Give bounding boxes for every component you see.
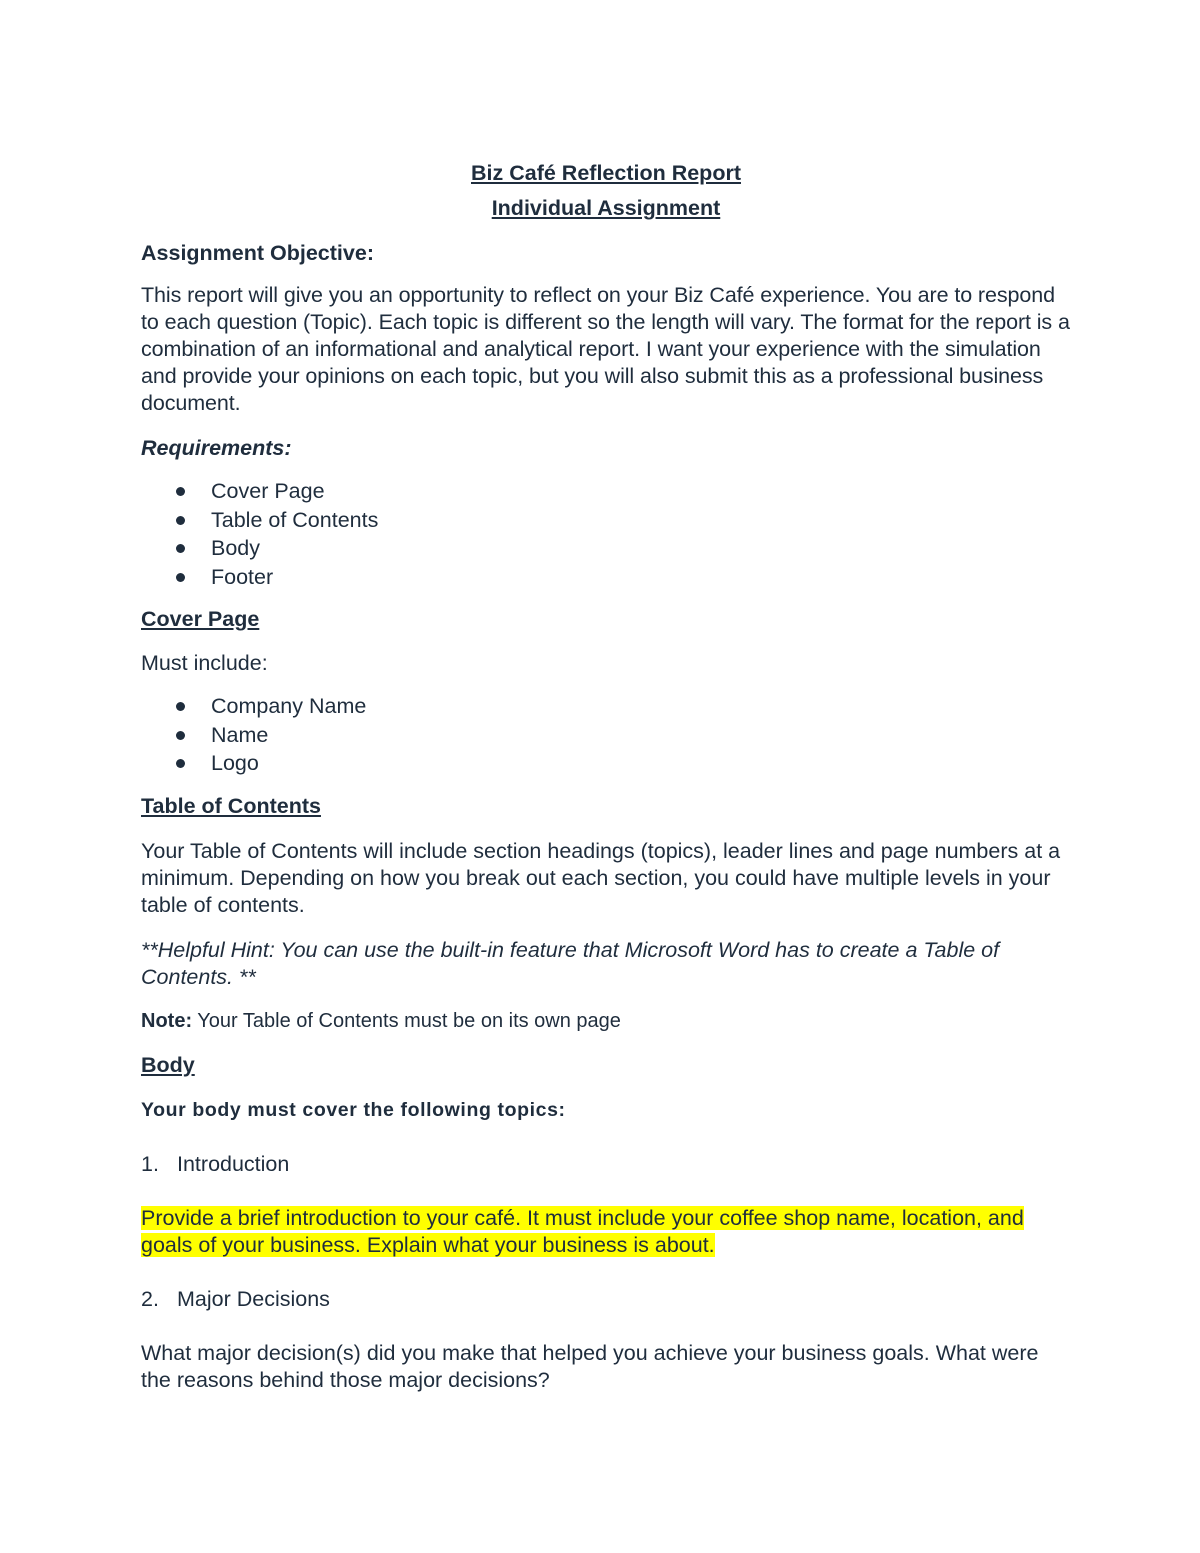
list-item [141,534,1071,563]
bullet-icon [176,573,185,582]
objective-heading: Assignment Objective: [141,241,374,265]
document-content [141,156,1071,1394]
topic-number: 1. [141,1151,159,1176]
list-item [141,506,1071,535]
document-subtitle: Individual Assignment [491,196,721,220]
list-item-label: Cover Page [211,479,325,503]
topic-1 [141,1151,1071,1178]
topic-2-text: What major decision(s) did you make that helped you achieve your business goals. What were the reasons behind those major decisions? [141,1340,1039,1392]
document-title: Biz Café Reflection Report [471,161,741,185]
highlighted-text: Provide a brief introduction to your café. It must include your coffee shop name, location, and goals of your business. Explain what your business is about. [141,1205,1024,1257]
cover-page-heading: Cover Page [141,607,260,631]
topic-title: Introduction [177,1151,290,1176]
bullet-icon [176,731,185,740]
cover-page-list [141,692,1071,778]
list-item-label: Footer [211,564,274,589]
toc-note [141,1008,1071,1035]
list-item [141,692,1071,721]
bullet-icon [176,702,185,711]
requirements-list [141,477,1071,591]
topic-title: Major Decisions [177,1286,330,1311]
list-item [141,563,1071,592]
topic-1-text [141,1205,1071,1259]
list-item-label: Name [211,722,269,747]
list-item-label: Logo [211,751,259,775]
cover-page-intro: Must include: [141,651,268,675]
bullet-icon [176,487,185,496]
bullet-icon [176,759,185,768]
list-item-label: Table of Contents [211,507,379,532]
objective-paragraph: This report will give you an opportunity to reflect on your Biz Café experience. You are to respond to each question (Topic). Each topic is different so the length will vary. The format for the report is a combination of an informational and analytical report. I want your experience with the simulation and provide your opinions on each topic, but you will also submit this as a professional business document. [141,283,1070,415]
topic-number: 2. [141,1286,159,1311]
list-item-label: Company Name [211,694,367,718]
topic-2 [141,1286,1071,1313]
list-item [141,477,1071,506]
list-item-label: Body [211,536,261,560]
bullet-icon [176,544,185,553]
toc-paragraph: Your Table of Contents will include section headings (topics), leader lines and page numbers at a minimum. Depending on how you break out each section, you could have multiple levels in your table of contents. [141,838,1061,917]
note-text: Your Table of Contents must be on its own page [192,1009,621,1032]
body-heading: Body [141,1052,195,1077]
list-item [141,721,1071,750]
list-item [141,749,1071,778]
bullet-icon [176,516,185,525]
body-intro: Your body must cover the following topics: [141,1098,566,1121]
toc-hint: **Helpful Hint: You can use the built-in feature that Microsoft Word has to create a Table of Contents. ** [141,937,1000,989]
requirements-heading: Requirements: [141,436,292,460]
toc-heading: Table of Contents [141,793,321,818]
note-label: Note: [141,1009,193,1032]
